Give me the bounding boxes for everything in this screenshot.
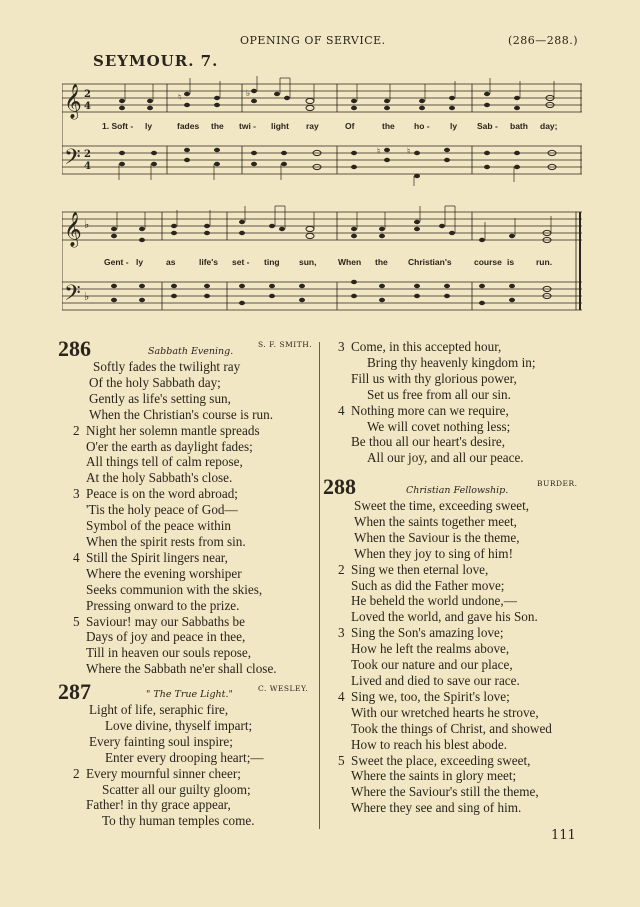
- hymn-subtitle: " The True Light.": [146, 689, 233, 700]
- lyric-syllable: set -: [232, 257, 250, 267]
- verse-line: When the spirit rests from sin.: [86, 533, 246, 549]
- hymn-288-text: [338, 498, 588, 816]
- hymn-number: 287: [58, 679, 91, 704]
- verse-line: Such as did the Father move;: [351, 577, 505, 593]
- verse-number: 4: [338, 402, 345, 418]
- verse: [338, 625, 588, 689]
- svg-text:♭: ♭: [246, 89, 251, 99]
- verse-line: How to reach his blest abode.: [351, 736, 508, 752]
- verse: [73, 423, 318, 487]
- verse-line: Where the evening worshiper: [86, 565, 242, 581]
- verse-line-text: Still the Spirit lingers near,: [86, 549, 228, 565]
- lyric-syllable: course: [474, 257, 502, 267]
- hymn-subtitle: Christian Fellowship.: [406, 485, 509, 496]
- svg-text:𝄞: 𝄞: [64, 84, 82, 119]
- verse-line: Of the holy Sabbath day;: [89, 374, 221, 390]
- verse-line-text: Night her solemn mantle spreads: [86, 422, 260, 438]
- hymn-range: (286—288.): [508, 34, 579, 47]
- hymn-author: S. F. SMITH.: [258, 340, 313, 349]
- lyric-syllable: When: [338, 257, 362, 267]
- verse-line: O'er the earth as daylight fades;: [86, 438, 253, 454]
- verse-line: Where the Sabbath ne'er shall close.: [86, 661, 277, 677]
- verse: [73, 766, 318, 830]
- verse-line-text: Sweet the place, exceeding sweet,: [351, 752, 531, 768]
- verse-number: 2: [338, 561, 345, 577]
- lyric-syllable: life's: [199, 257, 219, 267]
- svg-text:♭: ♭: [84, 290, 90, 303]
- svg-text:♭: ♭: [84, 218, 90, 231]
- hymn-287-text: [73, 702, 318, 829]
- verse: [338, 753, 588, 817]
- verse: [73, 702, 318, 766]
- verse-line: Sweet the time, exceeding sweet,: [354, 498, 530, 513]
- verse-line: Bring thy heavenly kingdom in;: [367, 354, 536, 370]
- lyric-syllable: Sab -: [477, 121, 498, 131]
- hymn-number: 288: [323, 474, 356, 499]
- section-title: OPENING OF SERVICE.: [240, 34, 386, 47]
- verse-line-text: Come, in this accepted hour,: [351, 339, 502, 354]
- svg-text:𝄞: 𝄞: [64, 212, 82, 247]
- verse-line-text: Nothing more can we require,: [351, 402, 509, 418]
- svg-text:4: 4: [84, 161, 91, 172]
- verse-number: 3: [73, 486, 80, 502]
- verse: [338, 562, 588, 626]
- lyric-syllable: run.: [536, 257, 553, 267]
- lyrics-line-2: [62, 257, 582, 269]
- verse-number: 5: [338, 752, 345, 768]
- verse-line: Where the Saviour's still the theme,: [351, 784, 539, 800]
- verse-line: Father! in thy grace appear,: [86, 797, 231, 813]
- verse-number: 3: [338, 625, 345, 641]
- verse-line-text: Softly fades the twilight ray: [93, 359, 241, 374]
- column-divider: [319, 342, 320, 829]
- verse-number: 3: [338, 339, 345, 354]
- lyric-syllable: ting: [264, 257, 280, 267]
- verse-line: All things tell of calm repose,: [86, 454, 243, 470]
- verse-line: Gently as life's setting sun,: [89, 390, 231, 406]
- hymn-287-continued: [338, 339, 578, 466]
- hymn-286-text: [73, 359, 318, 677]
- svg-text:♮: ♮: [407, 147, 411, 157]
- verse-line: All our joy, and all our peace.: [367, 450, 524, 466]
- verse-line: Pressing onward to the prize.: [86, 597, 240, 613]
- verse-line: Enter every drooping heart;—: [105, 749, 264, 765]
- verse-line: To thy human temples come.: [102, 813, 255, 829]
- svg-text:𝄢: 𝄢: [64, 145, 81, 175]
- lyric-syllable: ray: [306, 121, 319, 131]
- verse-line: Days of joy and peace in thee,: [86, 629, 246, 645]
- verse-line: [73, 359, 318, 375]
- lyric-syllable: bath: [510, 121, 528, 131]
- verse-line: Seeks communion with the skies,: [86, 581, 263, 597]
- verse-line: Till in heaven our souls repose,: [86, 645, 252, 661]
- tune-name: SEYMOUR. 7.: [93, 52, 219, 70]
- svg-text:♮: ♮: [178, 93, 182, 103]
- lyric-syllable: day;: [540, 121, 558, 131]
- verse: [73, 486, 318, 550]
- verse-line: Took our nature and our place,: [351, 657, 513, 673]
- svg-text:2: 2: [84, 149, 91, 160]
- verse-line-text: Peace is on the word abroad;: [86, 486, 238, 502]
- verse: [73, 614, 318, 678]
- verse-line: When they joy to sing of him!: [354, 545, 513, 561]
- verse-line: Every fainting soul inspire;: [89, 733, 233, 749]
- page-number: 111: [551, 828, 576, 843]
- verse-line: Light of life, seraphic fire,: [89, 702, 229, 717]
- verse-line: With our wretched hearts he strove,: [351, 704, 539, 720]
- verse-line: Be thou all our heart's desire,: [351, 434, 505, 450]
- verse-line-text: Sing we then eternal love,: [351, 561, 489, 577]
- verse-line: Fill us with thy glorious power,: [351, 370, 517, 386]
- verse-line: Took the things of Christ, and showed: [351, 720, 552, 736]
- verse-line: At the holy Sabbath's close.: [86, 470, 233, 486]
- lyric-syllable: light: [271, 121, 289, 131]
- verse-line: We will covet nothing less;: [367, 418, 511, 434]
- svg-text:♮: ♮: [377, 147, 381, 157]
- hymn-author: BURDER.: [537, 479, 578, 488]
- verse: [73, 359, 318, 423]
- lyric-syllable: fades: [177, 121, 200, 131]
- verse-number: 4: [73, 549, 80, 565]
- verse-line: Set us free from all our sin.: [367, 386, 511, 402]
- lyric-syllable: is: [507, 257, 515, 267]
- verse-number: 2: [73, 422, 80, 438]
- verse: [338, 689, 588, 753]
- verse-line: How he left the realms above,: [351, 641, 510, 657]
- svg-text:4: 4: [84, 101, 91, 112]
- svg-text:2: 2: [84, 89, 91, 100]
- verse-line-text: Sing we, too, the Spirit's love;: [351, 688, 510, 704]
- lyric-syllable: ly: [136, 257, 144, 267]
- verse-line-text: Saviour! may our Sabbaths be: [86, 613, 245, 629]
- lyric-syllable: ly: [450, 121, 458, 131]
- lyrics-line-1: [62, 121, 582, 133]
- verse-line-text: Sing the Son's amazing love;: [351, 625, 504, 641]
- hymn-author: C. WESLEY.: [258, 684, 309, 693]
- verse-line: Lived and died to save our race.: [351, 672, 520, 688]
- verse-number: 5: [73, 613, 80, 629]
- verse-line: He beheld the world undone,—: [351, 593, 517, 609]
- verse-line: When the saints together meet,: [354, 513, 517, 529]
- verse-line: Symbol of the peace within: [86, 518, 232, 534]
- verse-line-text: Every mournful sinner cheer;: [86, 765, 241, 781]
- lyric-syllable: ly: [145, 121, 153, 131]
- hymn-number: 286: [58, 336, 91, 361]
- lyric-syllable: Christian's: [408, 257, 452, 267]
- hymn-subtitle: Sabbath Evening.: [148, 346, 234, 357]
- verse-line: When the Saviour is the theme,: [354, 529, 520, 545]
- lyric-syllable: ho -: [414, 121, 430, 131]
- verse-line: 'Tis the holy peace of God—: [86, 502, 238, 518]
- lyric-syllable: the: [375, 257, 388, 267]
- verse-number: 2: [73, 765, 80, 781]
- lyric-syllable: twi -: [239, 121, 256, 131]
- verse: [338, 339, 578, 403]
- lyric-syllable: 1. Soft -: [102, 121, 134, 131]
- verse: [73, 550, 318, 614]
- verse-line: When the Christian's course is run.: [89, 406, 274, 422]
- verse-line: Loved the world, and gave his Son.: [351, 609, 538, 625]
- verse-number: 4: [338, 688, 345, 704]
- verse-line: Where the saints in glory meet;: [351, 768, 517, 784]
- lyric-syllable: sun,: [299, 257, 317, 267]
- lyric-syllable: Gent -: [104, 257, 129, 267]
- lyric-syllable: as: [166, 257, 176, 267]
- svg-text:𝄢: 𝄢: [64, 281, 81, 311]
- verse: [338, 403, 578, 467]
- verse: [338, 498, 588, 562]
- lyric-syllable: the: [382, 121, 395, 131]
- verse-line: Love divine, thyself impart;: [105, 717, 253, 733]
- lyric-syllable: the: [211, 121, 224, 131]
- lyric-syllable: Of: [345, 121, 355, 131]
- verse-line: Where they see and sing of him.: [351, 800, 522, 816]
- verse-line: Scatter all our guilty gloom;: [102, 781, 251, 797]
